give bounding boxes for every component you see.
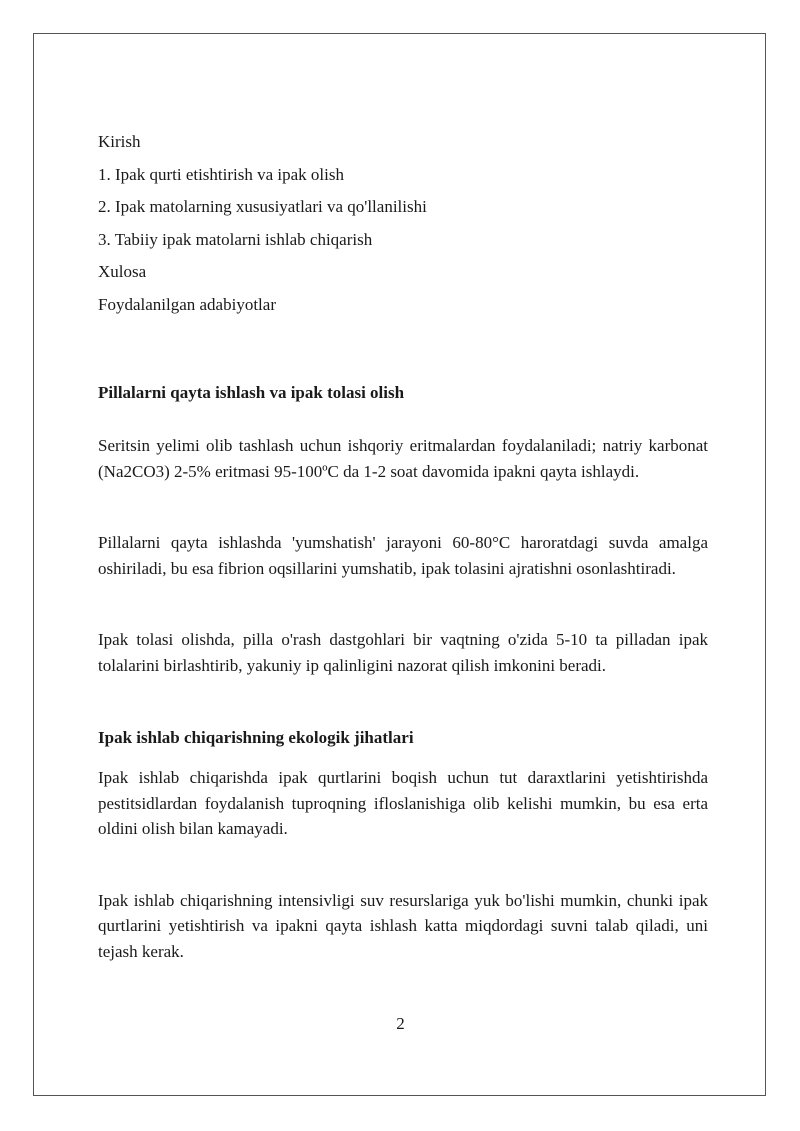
section-heading-ecology: Ipak ishlab chiqarishning ekologik jihatlari	[98, 728, 414, 747]
paragraph-water: Ipak ishlab chiqarishning intensivligi suv resurslariga yuk bo'lishi mumkin, chunki ipak qurtlarini yetishtirish va ipakni qayta ishlash katta miqdordagi suvni talab qiladi, uni tejash kerak.	[98, 890, 708, 961]
page-content	[98, 96, 708, 964]
toc-item-1: 1. Ipak qurti etishtirish va ipak olish	[98, 164, 344, 184]
document-page	[33, 33, 766, 1096]
page-number: 2	[396, 1014, 405, 1033]
table-of-contents	[98, 126, 708, 321]
paragraph-sericin: Seritsin yelimi olib tashlash uchun ishqoriy eritmalardan foydalaniladi; natriy karbonat (Na2CO3) 2-5% eritmasi 95-100ºC da 1-2 soat davomida ipakni qayta ishlaydi.	[98, 436, 708, 481]
toc-item-2: 2. Ipak matolarning xususiyatlari va qo'llanilishi	[98, 197, 427, 216]
toc-item-3: 3. Tabiiy ipak matolarni ishlab chiqarish	[98, 229, 373, 249]
paragraph-softening: Pillalarni qayta ishlashda 'yumshatish' jarayoni 60-80°C haroratdagi suvda amalga oshiriladi, bu esa fibrion oqsillarini yumshatib, ipak tolasini ajratishni osonlashtiradi.	[98, 533, 708, 578]
toc-item-references: Foydalanilgan adabiyotlar	[98, 294, 276, 314]
toc-item-conclusion: Xulosa	[98, 262, 147, 281]
toc-item-intro: Kirish	[98, 132, 141, 151]
section-heading-processing: Pillalarni qayta ishlash va ipak tolasi olish	[98, 383, 405, 402]
paragraph-reeling: Ipak tolasi olishda, pilla o'rash dastgohlari bir vaqtning o'zida 5-10 ta pilladan ipak tolalarini birlashtirib, yakuniy ip qalinligini nazorat qilish imkonini beradi.	[98, 630, 708, 675]
paragraph-pesticides: Ipak ishlab chiqarishda ipak qurtlarini boqish uchun tut daraxtlarini yetishtirishda pestitsidlardan foydalanish tuproqning ifloslanishiga olib kelishi mumkin, bu esa erta oldini olish bilan kamayadi.	[98, 768, 708, 838]
